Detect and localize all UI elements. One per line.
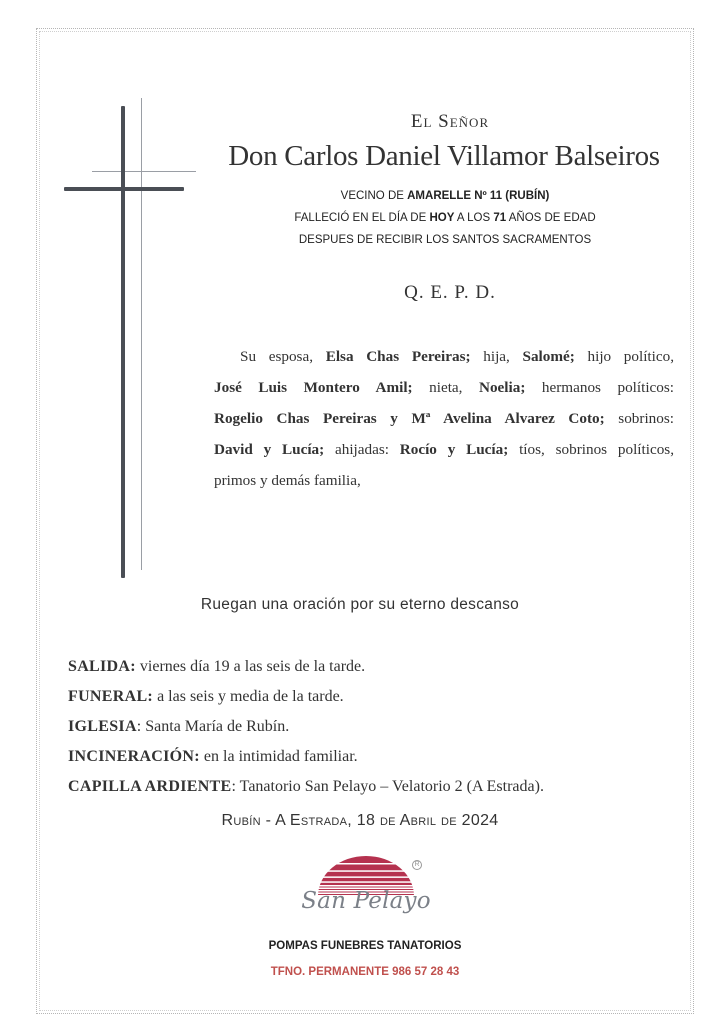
death-age: 71	[493, 212, 507, 224]
detail-text: : Santa María de Rubín.	[136, 718, 290, 735]
name: José Luis Montero Amil;	[214, 379, 413, 396]
death-mid: A LOS	[454, 212, 494, 224]
cross-shadow-vertical	[141, 98, 142, 570]
residence-address: AMARELLE Nº 11 (RUBÍN)	[407, 190, 550, 202]
registered-mark: R	[412, 860, 422, 870]
cross-horizontal	[64, 187, 184, 191]
detail-text: viernes día 19 a las seis de la tarde.	[135, 658, 366, 675]
family-line	[214, 403, 674, 434]
detail-text: : Tanatorio San Pelayo – Velatorio 2 (A Estrada).	[231, 778, 544, 795]
qepd: Q. E. P. D.	[404, 282, 496, 303]
text: hija,	[470, 348, 523, 365]
text: sobrinos:	[604, 410, 674, 427]
name: Salomé;	[522, 348, 575, 365]
death-prefix: FALLECIÓ EN EL DÍA DE	[294, 212, 430, 224]
name: Rogelio Chas Pereiras y Mª Avelina Alvarez Coto;	[214, 410, 605, 427]
logo-stripe	[296, 883, 436, 885]
text: tíos, sobrinos políticos,	[508, 441, 674, 458]
name: Rocío y Lucía;	[399, 441, 509, 458]
place-date: Rubín - A Estrada, 18 de Abril de 2024	[221, 812, 499, 829]
logo-stripe	[296, 872, 436, 877]
detail-incineracion	[68, 748, 688, 766]
detail-funeral	[68, 688, 688, 706]
detail-label: SALIDA:	[68, 658, 136, 675]
detail-text: en la intimidad familiar.	[199, 748, 358, 765]
company-name: POMPAS FUNEBRES TANATORIOS	[268, 940, 462, 952]
name: Elsa Chas Pereiras;	[325, 348, 471, 365]
family-line: primos y demás familia,	[214, 472, 361, 489]
residence-prefix: VECINO DE	[340, 190, 408, 202]
title-prefix: El Señor	[410, 111, 490, 132]
logo-stripe	[296, 878, 436, 881]
text: hijo político,	[574, 348, 675, 365]
phone-number: TFNO. PERMANENTE 986 57 28 43	[270, 966, 460, 978]
residence-line	[230, 190, 660, 202]
deceased-name: Don Carlos Daniel Villamor Balseiros	[228, 140, 660, 172]
text: ahijadas:	[324, 441, 400, 458]
text: Su esposa,	[240, 348, 326, 365]
death-suffix: AÑOS DE EDAD	[506, 212, 596, 224]
name: David y Lucía;	[214, 441, 325, 458]
cross-shadow-horizontal	[92, 171, 196, 172]
text: hermanos políticos:	[525, 379, 675, 396]
detail-label: FUNERAL:	[68, 688, 154, 705]
detail-label: INCINERACIÓN:	[68, 748, 200, 765]
family-line	[214, 372, 674, 403]
logo-text: San Pelayo	[301, 888, 431, 914]
sacraments-line: DESPUES DE RECIBIR LOS SANTOS SACRAMENTOS	[298, 234, 592, 246]
name: Noelia;	[478, 379, 526, 396]
prayer-text: Ruegan una oración por su eterno descanso	[200, 596, 520, 613]
detail-text: a las seis y media de la tarde.	[153, 688, 344, 705]
death-line	[230, 212, 660, 224]
text: nieta,	[412, 379, 479, 396]
detail-label: IGLESIA	[68, 718, 137, 735]
detail-capilla	[68, 778, 688, 796]
cross-vertical	[121, 106, 125, 578]
family-line	[214, 341, 674, 372]
death-day: HOY	[429, 212, 455, 224]
family-line	[214, 434, 674, 465]
detail-label: CAPILLA ARDIENTE	[68, 778, 232, 795]
family-paragraph	[214, 341, 674, 496]
detail-salida	[68, 658, 688, 676]
detail-iglesia	[68, 718, 688, 736]
